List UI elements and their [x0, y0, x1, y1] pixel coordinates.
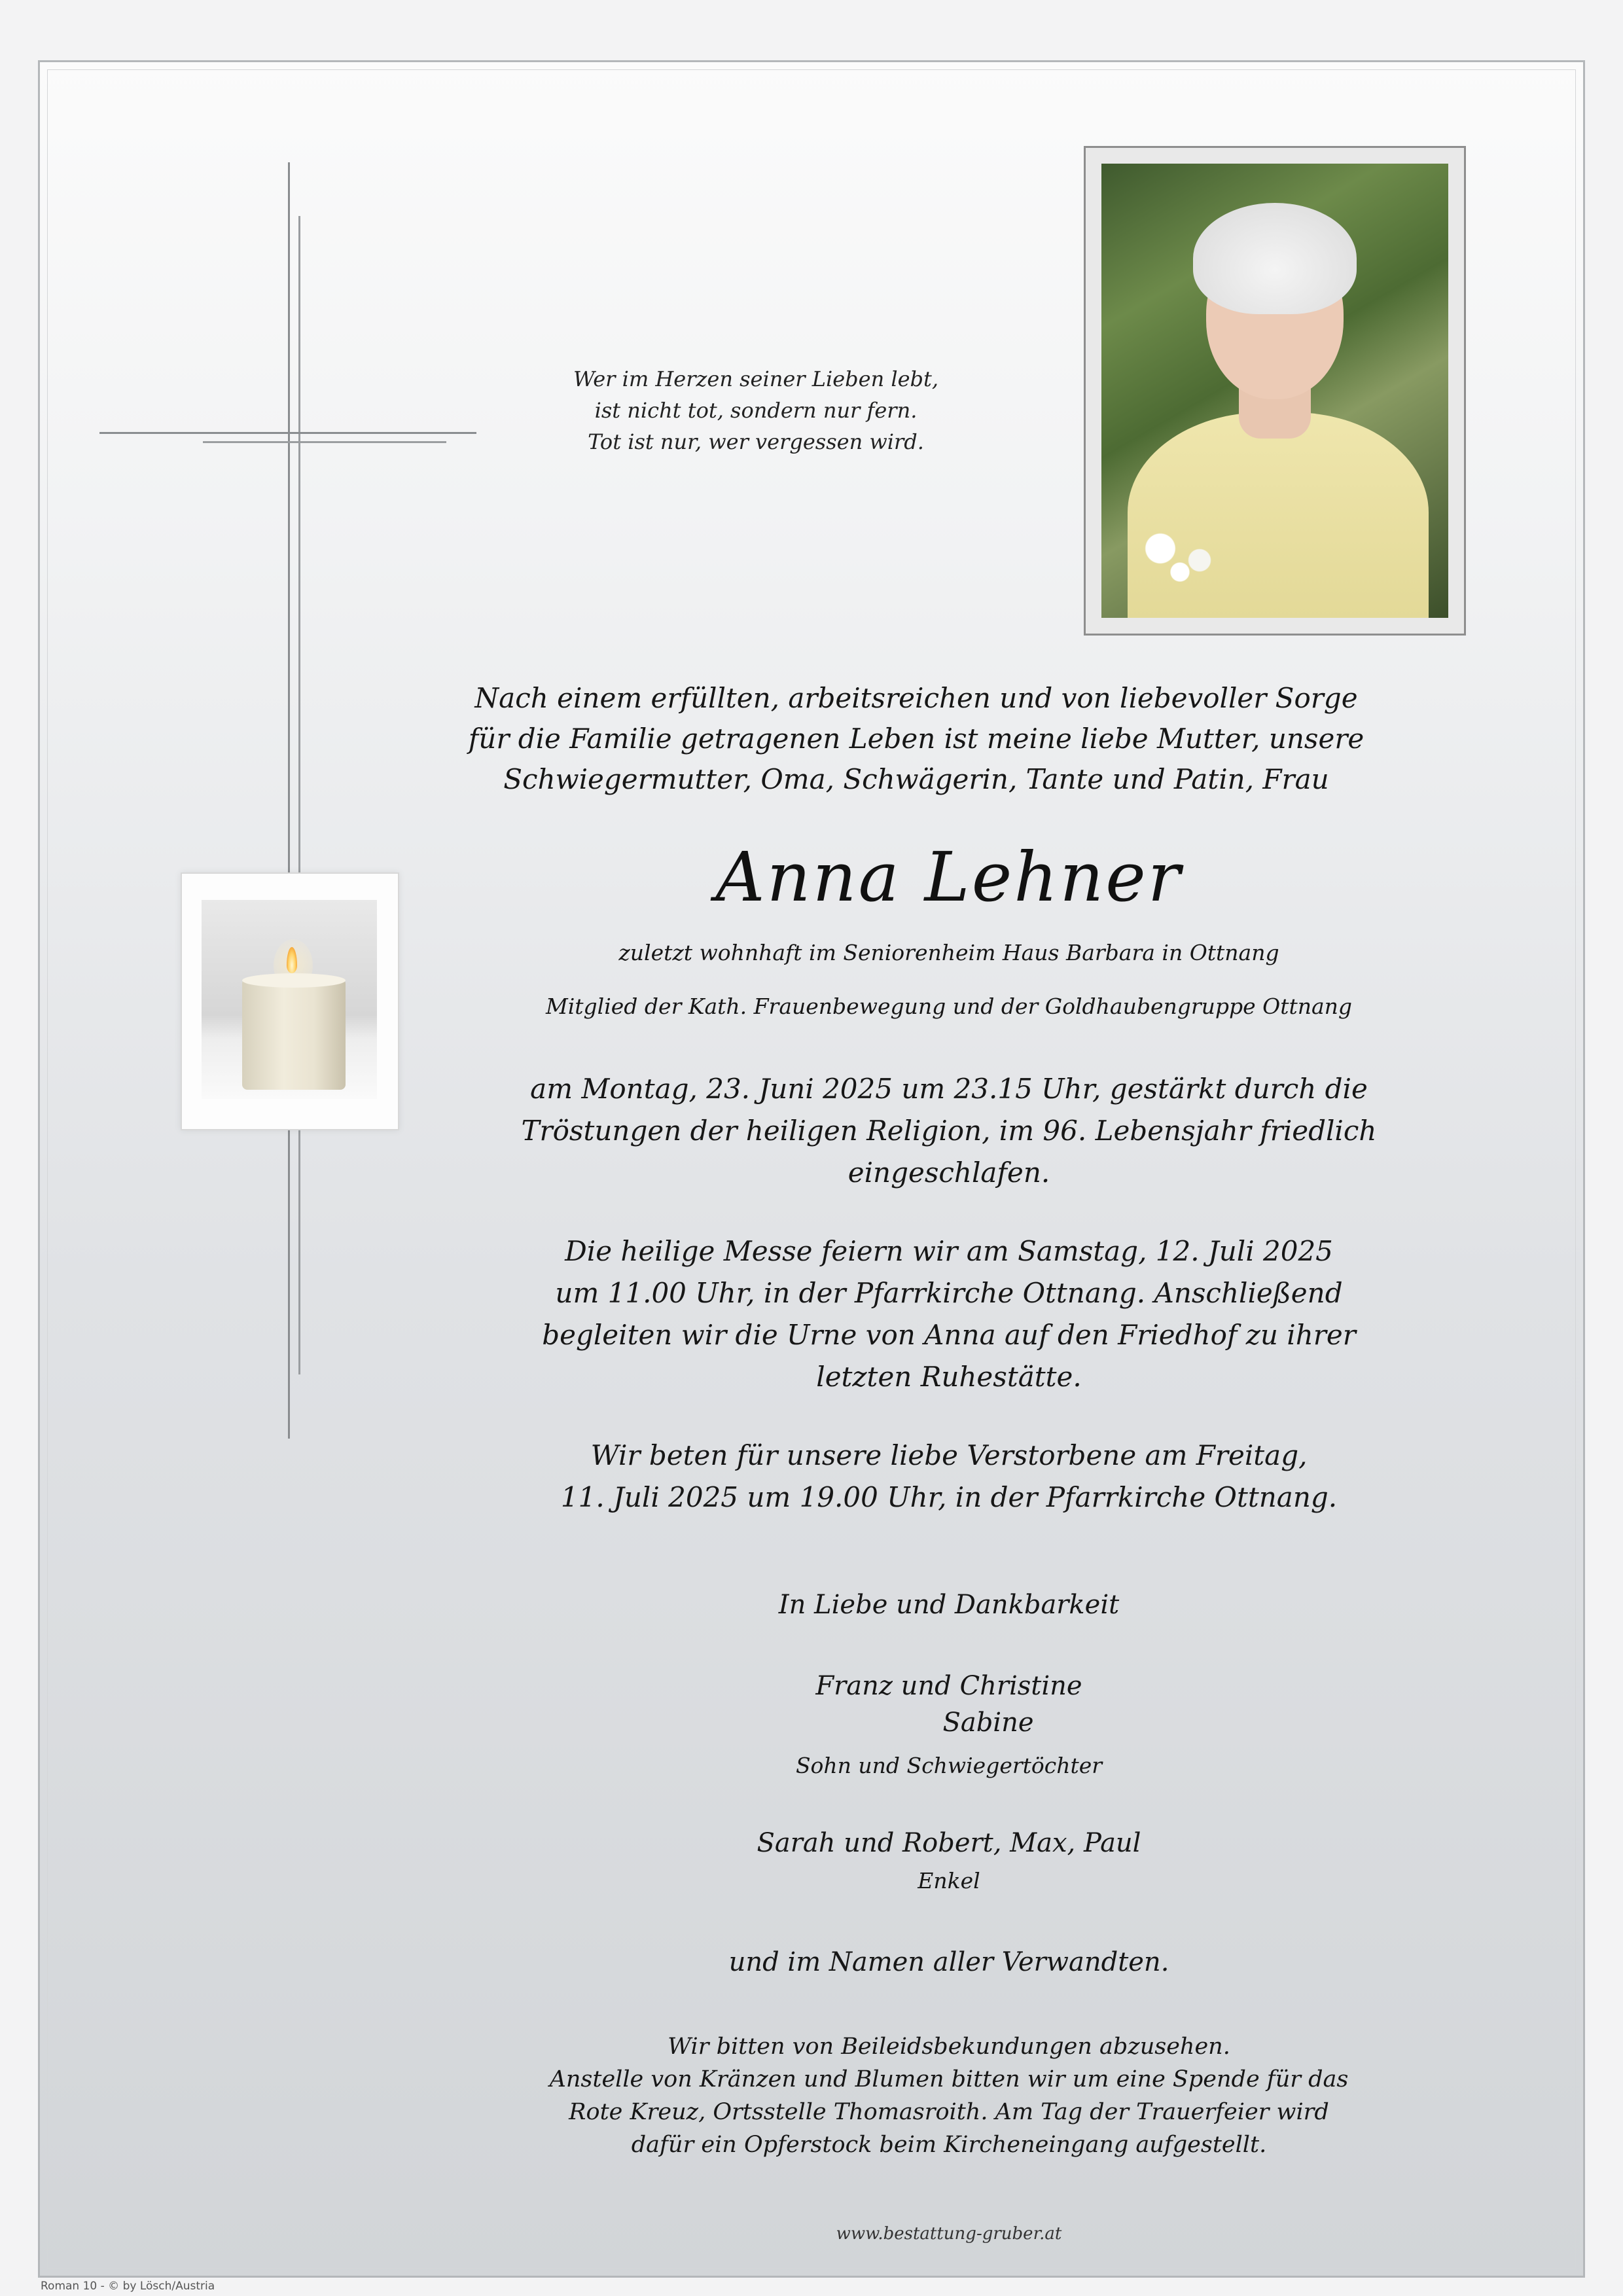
cross-horizontal-line-secondary	[203, 441, 446, 443]
candle-photo	[202, 900, 377, 1099]
death-paragraph	[458, 1068, 1440, 1194]
family-name: Franz und Christine	[815, 1671, 1082, 1701]
portrait-photo	[1101, 164, 1448, 618]
intro-line: für die Familie getragenen Leben ist meine liebe Mutter, unsere	[468, 723, 1364, 755]
intro-line: Schwiegermutter, Oma, Schwägerin, Tante und Patin, Frau	[503, 763, 1329, 795]
death-line: am Montag, 23. Juni 2025 um 23.15 Uhr, gestärkt durch die	[530, 1073, 1368, 1105]
footer-credit: Roman 10 - © by Lösch/Austria	[41, 2280, 215, 2293]
death-line: Tröstungen der heiligen Religion, im 96. Lebensjahr friedlich	[521, 1115, 1377, 1147]
family-group-2: Sarah und Robert, Max, Paul	[757, 1828, 1141, 1858]
notes-paragraph	[458, 2030, 1440, 2161]
mass-line: letzten Ruhestätte.	[816, 1361, 1082, 1393]
closing-phrase: In Liebe und Dankbarkeit	[778, 1590, 1120, 1620]
cross-horizontal-line	[99, 432, 476, 434]
family-group-2-role: Enkel	[918, 1868, 980, 1893]
mass-line: begleiten wir die Urne von Anna auf den Friedhof zu ihrer	[542, 1319, 1356, 1351]
family-group-1	[589, 1668, 1309, 1741]
website-link[interactable]: www.bestattung-gruber.at	[836, 2224, 1062, 2244]
quote-line: Wer im Herzen seiner Lieben lebt,	[573, 367, 939, 391]
notes-line: Anstelle von Kränzen und Blumen bitten wir um eine Spende für das	[549, 2066, 1349, 2092]
mass-line: um 11.00 Uhr, in der Pfarrkirche Ottnang. Anschließend	[555, 1277, 1343, 1309]
quote-line: Tot ist nur, wer vergessen wird.	[588, 429, 924, 454]
family-group-1-role: Sohn und Schwiegertöchter	[795, 1753, 1103, 1778]
mass-paragraph	[458, 1230, 1440, 1398]
intro-line: Nach einem erfüllten, arbeitsreichen und von liebevoller Sorge	[474, 682, 1358, 714]
cross-vertical-line-secondary	[298, 216, 300, 1374]
quote-line: ist nicht tot, sondern nur fern.	[594, 398, 918, 423]
mass-line: Die heilige Messe feiern wir am Samstag, 12. Juli 2025	[565, 1235, 1333, 1267]
deceased-membership: Mitglied der Kath. Frauenbewegung und der Goldhaubengruppe Ottnang	[545, 994, 1353, 1019]
prayer-line: Wir beten für unsere liebe Verstorbene am Freitag,	[590, 1439, 1308, 1471]
portrait-flowers	[1121, 517, 1252, 596]
notes-line: dafür ein Opferstock beim Kircheneingang aufgestellt.	[631, 2132, 1267, 2158]
candle-image	[181, 872, 399, 1130]
memorial-quote	[471, 363, 1041, 457]
portrait-hair	[1193, 203, 1357, 314]
prayer-line: 11. Juli 2025 um 19.00 Uhr, in der Pfarrkirche Ottnang.	[560, 1481, 1338, 1513]
relatives-line: und im Namen aller Verwandten.	[728, 1947, 1169, 1977]
portrait-frame	[1084, 146, 1466, 636]
family-name: Sabine	[942, 1708, 1034, 1738]
cross-vertical-line	[288, 162, 290, 1439]
candle-top	[242, 973, 346, 988]
intro-paragraph	[458, 678, 1374, 800]
prayer-paragraph	[458, 1435, 1440, 1518]
notes-line: Wir bitten von Beileidsbekundungen abzusehen.	[668, 2034, 1230, 2060]
death-line: eingeschlafen.	[847, 1157, 1050, 1189]
notes-line: Rote Kreuz, Ortsstelle Thomasroith. Am Tag der Trauerfeier wird	[569, 2099, 1329, 2125]
deceased-name: Anna Lehner	[715, 837, 1183, 917]
candle-icon	[242, 978, 346, 1090]
deceased-residence: zuletzt wohnhaft im Seniorenheim Haus Barbara in Ottnang	[618, 940, 1279, 965]
